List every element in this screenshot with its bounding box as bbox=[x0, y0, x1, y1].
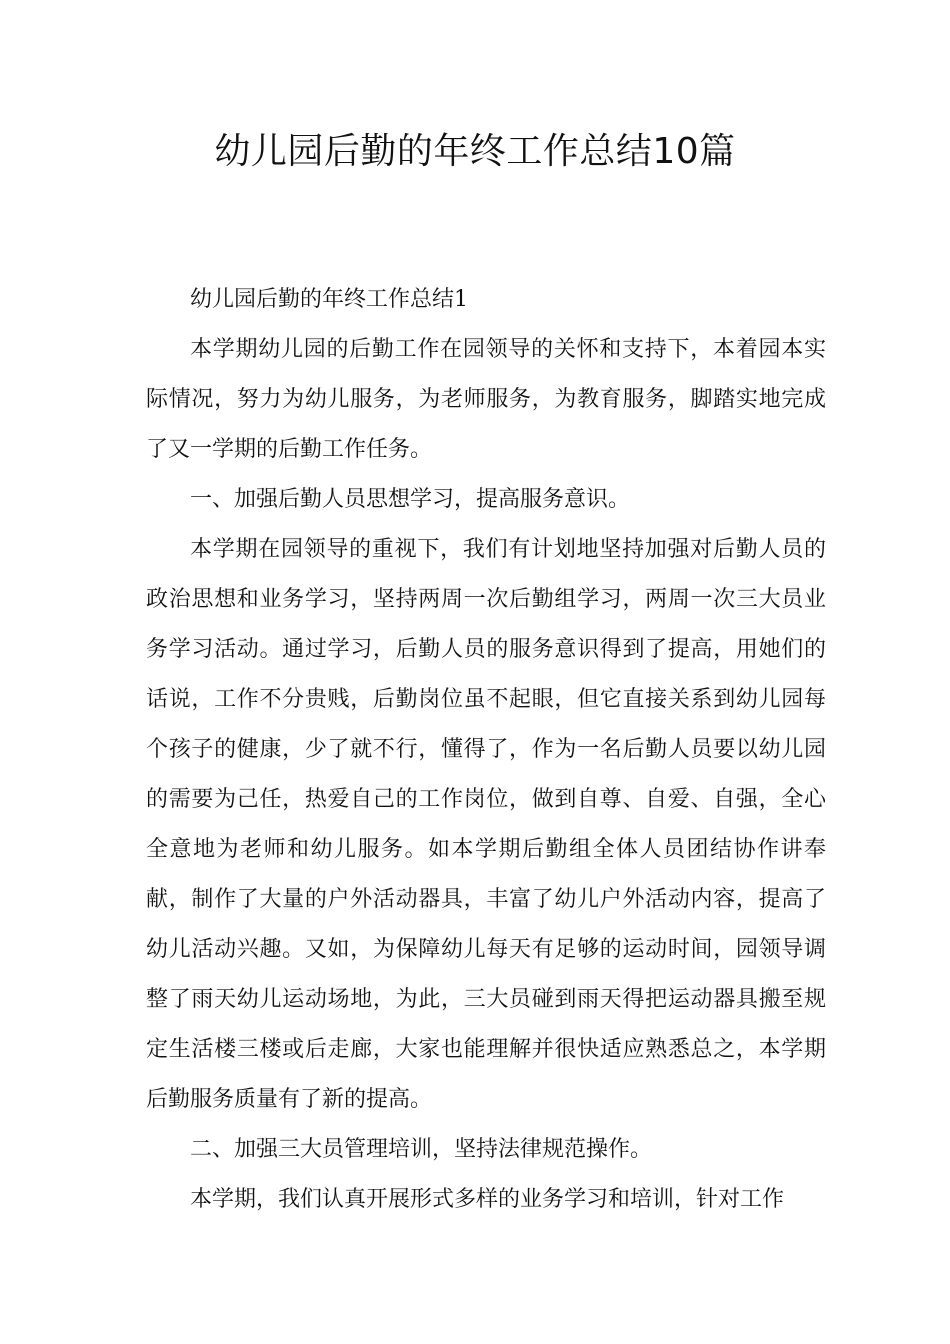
section-title: 幼儿园后勤的年终工作总结1 bbox=[190, 287, 468, 312]
paragraph-intro: 本学期幼儿园的后勤工作在园领导的关怀和支持下，本着园本实际情况，努力为幼儿服务，为老师服务，为教育服务，脚踏实地完成了又一学期的后勤工作任务。 bbox=[146, 337, 826, 462]
paragraph-one: 本学期在园领导的重视下，我们有计划地坚持加强对后勤人员的政治思想和业务学习，坚持两周一次后勤组学习，两周一次三大员业务学习活动。通过学习，后勤人员的服务意识得到了提高，用她们的话说，工作不分贵贱，后勤岗位虽不起眼，但它直接关系到幼儿园每个孩子的健康，少了就不行，懂得了，作为一名后勤人员要以幼儿园的需要为己任，热爱自己的工作岗位，做到自尊、自爱、自强，全心全意地为老师和幼儿服务。如本学期后勤组全体人员团结协作讲奉献，制作了大量的户外活动器具，丰富了幼儿户外活动内容，提高了幼儿活动兴趣。又如，为保障幼儿每天有足够的运动时间，园领导调整了雨天幼儿运动场地，为此，三大员碰到雨天得把运动器具搬至规定生活楼三楼或后走廊，大家也能理解并很快适应熟悉总之，本学期后勤服务质量有了新的提高。 bbox=[146, 537, 826, 1112]
heading-two: 二、加强三大员管理培训，坚持法律规范操作。 bbox=[190, 1137, 653, 1162]
paragraph-two: 本学期，我们认真开展形式多样的业务学习和培训，针对工作 bbox=[190, 1187, 785, 1212]
document-title: 幼儿园后勤的年终工作总结10篇 bbox=[214, 131, 736, 172]
heading-one: 一、加强后勤人员思想学习，提高服务意识。 bbox=[190, 487, 631, 512]
document-body bbox=[146, 275, 826, 1225]
